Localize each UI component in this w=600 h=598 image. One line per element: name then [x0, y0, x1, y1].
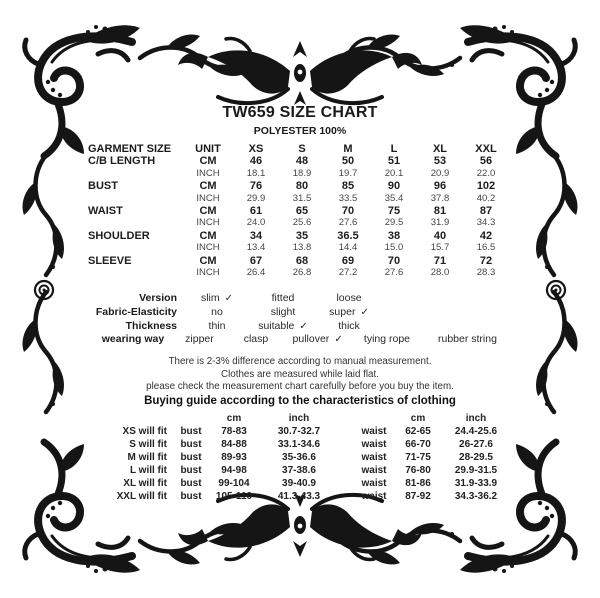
value-cell: 75 — [387, 205, 401, 218]
checkmark-icon: ✓ — [334, 334, 343, 346]
bust-cm: 89-93 — [221, 452, 247, 464]
value-cell: 29.9 — [246, 192, 266, 204]
attribute-option — [184, 306, 250, 320]
bust-label: bust — [180, 426, 202, 438]
empty-cell — [339, 451, 353, 464]
checkmark-icon: ✓ — [360, 307, 369, 319]
value-cell: 25.6 — [292, 217, 312, 229]
note-line: There is 2-3% difference according to manual measurement. — [168, 355, 432, 367]
waist-cm: 76-80 — [405, 465, 431, 477]
value-cell: 22.0 — [476, 167, 496, 179]
cm-header: cm — [226, 413, 242, 425]
table-header-row — [88, 143, 509, 155]
value-cell: 71 — [433, 254, 447, 267]
waist-cm: 71-75 — [405, 452, 431, 464]
bust-cm: 105-110 — [215, 491, 253, 503]
bust-cm: 84-88 — [221, 439, 247, 451]
value-cell: 26.8 — [292, 267, 312, 279]
waist-label: waist — [361, 491, 387, 503]
waist-cm: 87-92 — [405, 491, 431, 503]
option-label: thin — [208, 319, 226, 332]
value-cell: 20.9 — [430, 167, 450, 179]
col-header: XXL — [475, 143, 497, 155]
guide-row — [89, 490, 511, 503]
value-cell: 50 — [341, 155, 355, 168]
size-chart-content — [88, 104, 512, 503]
empty-cell — [339, 438, 353, 451]
value-cell: 13.8 — [292, 242, 312, 254]
value-cell: 35 — [295, 229, 309, 242]
value-cell: 48 — [295, 155, 309, 168]
value-cell: 40 — [433, 229, 447, 242]
guide-size: XL will fit — [123, 478, 167, 490]
waist-cm: 62-65 — [405, 426, 431, 438]
value-cell: 15.0 — [384, 242, 404, 254]
value-cell: 27.6 — [384, 267, 404, 279]
attribute-option — [184, 292, 250, 306]
value-cell: 61 — [249, 205, 263, 218]
buying-guide-table — [89, 412, 511, 503]
row-label — [88, 242, 183, 254]
attribute-label: Fabric-Elasticity — [95, 306, 177, 319]
bust-inch: 37-38.6 — [282, 465, 316, 477]
option-label: pullover — [292, 333, 330, 346]
value-cell: 67 — [249, 254, 263, 267]
buying-guide-heading: Buying guide according to the characteristics of clothing — [144, 395, 456, 408]
option-label: slight — [270, 306, 296, 319]
bust-label: bust — [180, 465, 202, 477]
unit-cell: CM — [199, 205, 217, 218]
value-cell: 27.2 — [338, 267, 358, 279]
value-cell: 13.4 — [246, 242, 266, 254]
inch-header: inch — [288, 413, 310, 425]
value-cell: 80 — [295, 180, 309, 193]
value-cell: 70 — [341, 205, 355, 218]
guide-row — [89, 438, 511, 451]
row-label — [88, 267, 183, 279]
table-row — [88, 168, 509, 180]
option-label: rubber string — [437, 333, 497, 346]
waist-inch: 31.9-33.9 — [454, 478, 498, 490]
value-cell: 29.5 — [384, 217, 404, 229]
value-cell: 28.0 — [430, 267, 450, 279]
empty-cell — [339, 490, 353, 503]
attribute-option — [423, 333, 512, 347]
col-header: UNIT — [195, 143, 221, 155]
bust-cm: 94-98 — [221, 465, 247, 477]
bust-label: bust — [180, 439, 202, 451]
table-row — [88, 255, 509, 267]
value-cell: 72 — [479, 254, 493, 267]
col-header: M — [343, 143, 353, 155]
value-cell: 81 — [433, 205, 447, 218]
bust-inch: 33.1-34.6 — [277, 439, 321, 451]
guide-row — [89, 477, 511, 490]
value-cell: 37.8 — [430, 192, 450, 204]
row-label — [88, 217, 183, 229]
attribute-row-thickness — [88, 320, 512, 334]
attribute-label: wearing way — [101, 333, 165, 346]
value-cell: 31.5 — [292, 192, 312, 204]
attribute-option — [250, 306, 316, 320]
guide-row — [89, 425, 511, 438]
measurement-table — [88, 143, 509, 279]
note-line: Clothes are measured while laid flat. — [221, 368, 379, 380]
value-cell: 18.1 — [246, 167, 266, 179]
guide-size: L will fit — [129, 465, 167, 477]
empty-cell — [89, 412, 173, 425]
value-cell: 40.2 — [476, 192, 496, 204]
attribute-label: Version — [139, 292, 177, 305]
inch-header: inch — [465, 413, 487, 425]
table-row — [88, 242, 509, 254]
option-label: super — [329, 306, 356, 319]
col-header: L — [390, 143, 398, 155]
waist-inch: 34.3-36.2 — [454, 491, 498, 503]
unit-cell: INCH — [196, 217, 220, 229]
empty-cell — [173, 412, 209, 425]
waist-cm: 66-70 — [405, 439, 431, 451]
value-cell: 36.5 — [337, 229, 359, 242]
guide-size: S will fit — [129, 439, 167, 451]
attribute-option — [284, 333, 351, 347]
bust-inch: 39-40.9 — [282, 478, 316, 490]
value-cell: 15.7 — [430, 242, 450, 254]
unit-cell: INCH — [196, 267, 220, 279]
bust-label: bust — [180, 452, 202, 464]
empty-cell — [339, 425, 353, 438]
row-label — [88, 193, 183, 205]
measurement-notes — [88, 356, 512, 394]
value-cell: 34.3 — [476, 217, 496, 229]
col-header: GARMENT SIZE — [88, 143, 172, 155]
unit-cell: INCH — [196, 242, 220, 254]
guide-size: XXL will fit — [116, 491, 167, 503]
value-cell: 18.9 — [292, 167, 312, 179]
option-label: clasp — [243, 333, 269, 346]
value-cell: 96 — [433, 180, 447, 193]
table-row — [88, 180, 509, 192]
bust-inch: 41.3-43.3 — [277, 491, 321, 503]
option-label: fitted — [271, 292, 295, 305]
attribute-option — [316, 320, 382, 334]
value-cell: 19.7 — [338, 167, 358, 179]
value-cell: 87 — [479, 205, 493, 218]
value-cell: 85 — [341, 180, 355, 193]
unit-cell: INCH — [196, 167, 220, 179]
attribute-label: Thickness — [125, 319, 177, 332]
option-label: zipper — [185, 333, 214, 346]
col-header: XL — [432, 143, 448, 155]
value-cell: 69 — [341, 254, 355, 267]
value-cell: 56 — [479, 155, 493, 168]
waist-inch: 24.4-25.6 — [454, 426, 498, 438]
bust-inch: 30.7-32.7 — [277, 426, 321, 438]
attribute-option — [228, 333, 285, 347]
option-label: tying rope — [363, 333, 411, 346]
empty-cell — [353, 412, 395, 425]
bust-label: bust — [180, 491, 202, 503]
characteristics-section — [88, 292, 512, 346]
waist-inch: 26-27.6 — [459, 439, 493, 451]
value-cell: 65 — [295, 205, 309, 218]
guide-row — [89, 464, 511, 477]
value-cell: 16.5 — [476, 242, 496, 254]
attribute-row-elasticity — [88, 306, 512, 320]
value-cell: 70 — [387, 254, 401, 267]
unit-cell: CM — [199, 229, 217, 242]
bust-cm: 99-104 — [218, 478, 250, 490]
attribute-row-version — [88, 292, 512, 306]
bust-inch: 35-36.6 — [282, 452, 316, 464]
waist-inch: 29.9-31.5 — [454, 465, 498, 477]
table-row — [88, 267, 509, 279]
value-cell: 33.5 — [338, 192, 358, 204]
fabric-subtitle: POLYESTER 100% — [253, 125, 347, 137]
cm-header: cm — [410, 413, 426, 425]
option-label: no — [211, 306, 223, 319]
waist-label: waist — [361, 465, 387, 477]
empty-cell — [339, 412, 353, 425]
unit-cell: CM — [199, 180, 217, 193]
unit-cell: CM — [199, 254, 217, 267]
option-label: thick — [338, 319, 360, 332]
value-cell: 53 — [433, 155, 447, 168]
table-row — [88, 205, 509, 217]
attribute-option — [171, 333, 228, 347]
value-cell: 14.4 — [338, 242, 358, 254]
value-cell: 20.1 — [384, 167, 404, 179]
row-label: BUST — [88, 180, 118, 193]
bust-cm: 78-83 — [221, 426, 247, 438]
value-cell: 27.6 — [338, 217, 358, 229]
value-cell: 38 — [387, 229, 401, 242]
guide-size: M will fit — [127, 452, 167, 464]
page-title: TW659 SIZE CHART — [222, 104, 378, 121]
row-label: C/B LENGTH — [88, 155, 156, 168]
waist-label: waist — [361, 478, 387, 490]
empty-cell — [339, 477, 353, 490]
value-cell: 42 — [479, 229, 493, 242]
row-label: WAIST — [88, 205, 123, 218]
table-row — [88, 217, 509, 229]
option-label: loose — [336, 292, 362, 305]
waist-label: waist — [361, 452, 387, 464]
waist-inch: 28-29.5 — [459, 452, 493, 464]
attribute-option — [316, 292, 382, 306]
waist-label: waist — [361, 439, 387, 451]
value-cell: 102 — [476, 180, 496, 193]
value-cell: 68 — [295, 254, 309, 267]
attribute-option — [250, 292, 316, 306]
table-row — [88, 230, 509, 242]
unit-cell: INCH — [196, 192, 220, 204]
value-cell: 26.4 — [246, 267, 266, 279]
attribute-option — [250, 320, 316, 334]
note-line: please check the measurement chart carefully before you buy the item. — [146, 381, 454, 393]
attribute-option — [351, 333, 423, 347]
row-label — [88, 168, 183, 180]
guide-row — [89, 451, 511, 464]
value-cell: 51 — [387, 155, 401, 168]
bust-label: bust — [180, 478, 202, 490]
value-cell: 76 — [249, 180, 263, 193]
checkmark-icon: ✓ — [224, 293, 234, 305]
attribute-row-wearing-way — [88, 333, 512, 347]
attribute-option — [316, 306, 382, 320]
table-row — [88, 193, 509, 205]
guide-header-row — [89, 412, 511, 425]
attribute-option — [184, 320, 250, 334]
value-cell: 34 — [249, 229, 263, 242]
empty-cell — [339, 464, 353, 477]
row-label: SLEEVE — [88, 254, 132, 267]
value-cell: 35.4 — [384, 192, 404, 204]
option-label: slim — [200, 292, 220, 305]
value-cell: 90 — [387, 180, 401, 193]
row-label: SHOULDER — [88, 229, 150, 242]
col-header: XS — [248, 143, 264, 155]
value-cell: 46 — [249, 155, 263, 168]
checkmark-icon: ✓ — [299, 320, 308, 332]
option-label: suitable — [258, 319, 295, 332]
waist-cm: 81-86 — [405, 478, 431, 490]
value-cell: 31.9 — [430, 217, 450, 229]
col-header: S — [298, 143, 306, 155]
guide-size: XS will fit — [122, 426, 167, 438]
waist-label: waist — [361, 426, 387, 438]
value-cell: 24.0 — [246, 217, 266, 229]
unit-cell: CM — [199, 155, 217, 168]
value-cell: 28.3 — [476, 267, 496, 279]
table-row — [88, 155, 509, 167]
